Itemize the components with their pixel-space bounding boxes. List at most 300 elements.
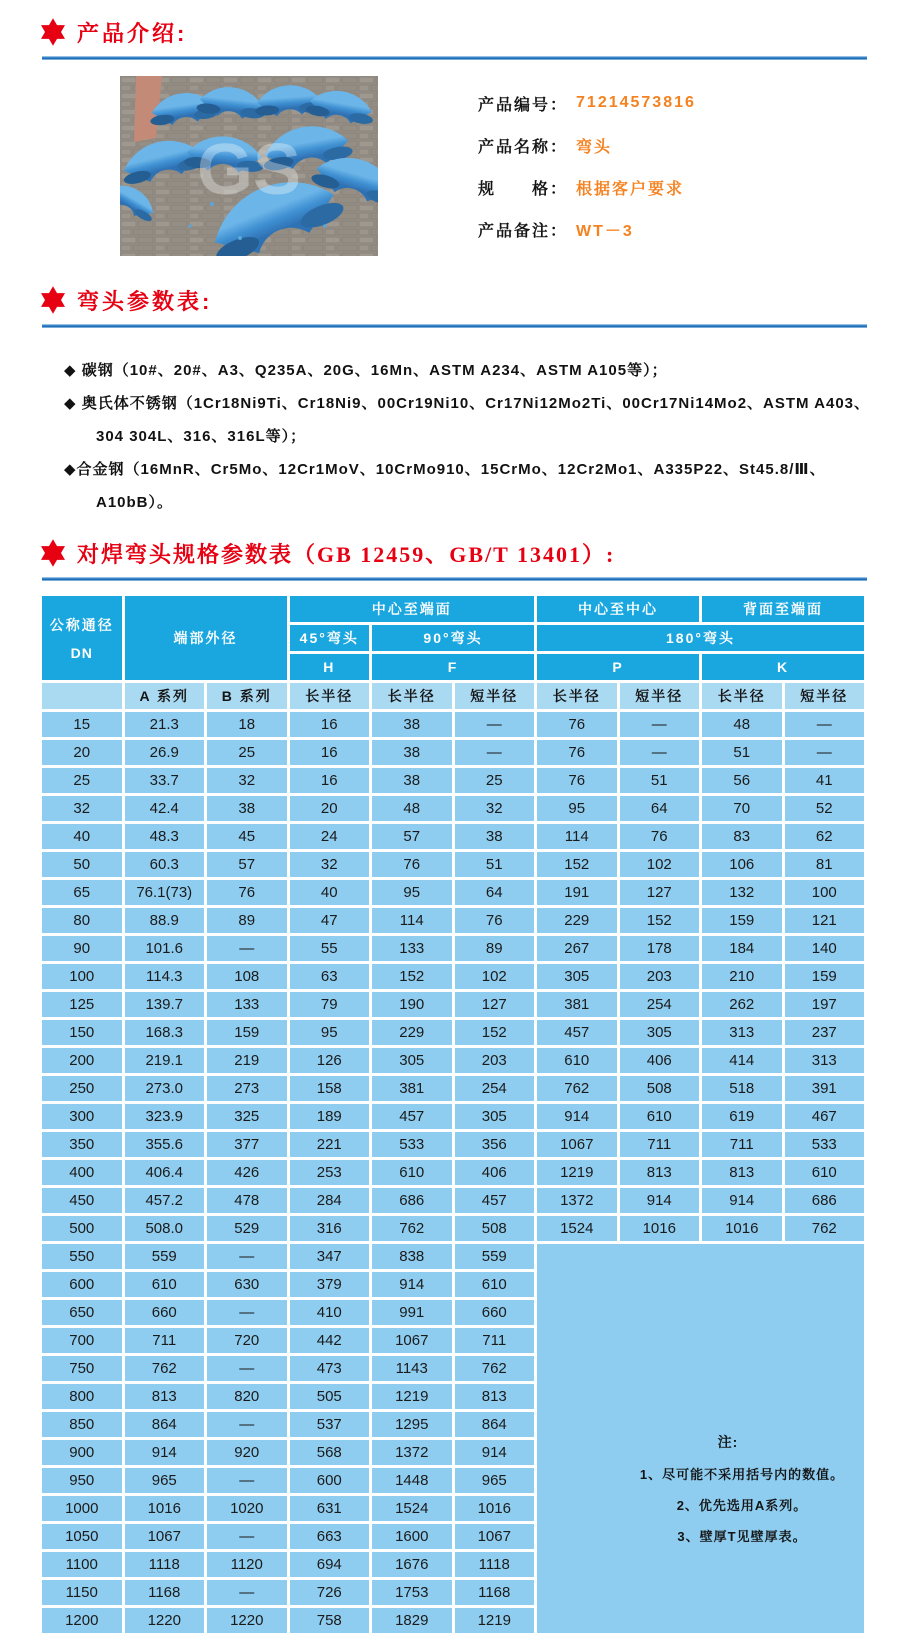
table-cell: 323.9 — [125, 1104, 205, 1129]
table-cell: 106 — [702, 852, 782, 877]
subheader-cell — [42, 683, 122, 709]
table-cell: 159 — [207, 1020, 287, 1045]
table-cell: 900 — [42, 1440, 122, 1465]
table-cell: 150 — [42, 1020, 122, 1045]
table-cell: 610 — [455, 1272, 535, 1297]
table-cell: 133 — [372, 936, 452, 961]
table-cell: — — [207, 936, 287, 961]
table-cell: 1448 — [372, 1468, 452, 1493]
table-cell: 102 — [455, 964, 535, 989]
table-cell: 800 — [42, 1384, 122, 1409]
table-cell: 914 — [455, 1440, 535, 1465]
section-title-text: 弯头参数表: — [77, 288, 213, 314]
table-cell: 32 — [455, 796, 535, 821]
table-cell: 56 — [702, 768, 782, 793]
table-cell: 813 — [455, 1384, 535, 1409]
table-cell: 70 — [702, 796, 782, 821]
table-cell: — — [207, 1524, 287, 1549]
table-cell: 410 — [290, 1300, 370, 1325]
table-cell: 237 — [785, 1020, 865, 1045]
table-cell: 45 — [207, 824, 287, 849]
table-cell: 38 — [372, 740, 452, 765]
table-cell: 377 — [207, 1132, 287, 1157]
table-cell: 33.7 — [125, 768, 205, 793]
table-cell: 48.3 — [125, 824, 205, 849]
subheader-cell: 短半径 — [455, 683, 535, 709]
table-row — [42, 964, 864, 989]
table-cell: 762 — [372, 1216, 452, 1241]
table-cell: 711 — [125, 1328, 205, 1353]
table-cell: 1067 — [125, 1524, 205, 1549]
table-row — [42, 880, 864, 905]
table-cell: 1220 — [125, 1608, 205, 1633]
table-cell: 51 — [620, 768, 700, 793]
table-row — [42, 1020, 864, 1045]
table-cell: 100 — [42, 964, 122, 989]
table-cell: 313 — [785, 1048, 865, 1073]
table-cell: 1200 — [42, 1608, 122, 1633]
table-cell: 660 — [125, 1300, 205, 1325]
table-cell: 83 — [702, 824, 782, 849]
table-cell: 914 — [537, 1104, 617, 1129]
table-cell: 1219 — [372, 1384, 452, 1409]
subheader-cell: B 系列 — [207, 683, 287, 709]
photo-watermark: GS — [196, 130, 302, 210]
product-field-row — [478, 208, 696, 250]
table-row — [42, 852, 864, 877]
table-cell: 38 — [372, 768, 452, 793]
table-cell: 1118 — [125, 1552, 205, 1577]
table-cell: 273.0 — [125, 1076, 205, 1101]
table-cell: 1372 — [537, 1188, 617, 1213]
table-cell: 102 — [620, 852, 700, 877]
table-cell: 152 — [372, 964, 452, 989]
table-cell: 838 — [372, 1244, 452, 1269]
table-cell: 64 — [455, 880, 535, 905]
table-cell: 221 — [290, 1132, 370, 1157]
table-cell: 305 — [372, 1048, 452, 1073]
star-icon — [38, 284, 68, 316]
table-cell: 316 — [290, 1216, 370, 1241]
table-cell: 457 — [537, 1020, 617, 1045]
table-cell: 758 — [290, 1608, 370, 1633]
table-cell: 1524 — [372, 1496, 452, 1521]
table-cell: 26.9 — [125, 740, 205, 765]
table-cell: 414 — [702, 1048, 782, 1073]
table-cell: 210 — [702, 964, 782, 989]
table-cell: 89 — [207, 908, 287, 933]
table-cell: 114.3 — [125, 964, 205, 989]
table-cell: 1118 — [455, 1552, 535, 1577]
material-list — [40, 354, 871, 519]
subheader-cell: A 系列 — [125, 683, 205, 709]
table-cell: 813 — [125, 1384, 205, 1409]
table-cell: 350 — [42, 1132, 122, 1157]
table-cell: 16 — [290, 740, 370, 765]
table-cell: 40 — [42, 824, 122, 849]
table-cell: 1829 — [372, 1608, 452, 1633]
table-cell: 65 — [42, 880, 122, 905]
table-row — [42, 740, 864, 765]
table-cell: 253 — [290, 1160, 370, 1185]
table-row — [42, 1216, 864, 1241]
table-cell: 1000 — [42, 1496, 122, 1521]
table-cell: 529 — [207, 1216, 287, 1241]
table-cell: 381 — [372, 1076, 452, 1101]
table-cell: 762 — [537, 1076, 617, 1101]
table-cell: 762 — [785, 1216, 865, 1241]
table-cell: 533 — [372, 1132, 452, 1157]
table-cell: 62 — [785, 824, 865, 849]
table-cell: 52 — [785, 796, 865, 821]
table-cell: 1067 — [537, 1132, 617, 1157]
table-cell: 457 — [372, 1104, 452, 1129]
section-title-text: 产品介绍: — [77, 20, 188, 46]
table-cell: — — [207, 1244, 287, 1269]
table-cell: — — [455, 712, 535, 737]
product-intro-block — [120, 76, 909, 256]
table-cell: 76 — [537, 712, 617, 737]
field-label: 规 格： — [478, 180, 569, 198]
table-cell: 305 — [620, 1020, 700, 1045]
table-cell: 686 — [372, 1188, 452, 1213]
table-cell: 467 — [785, 1104, 865, 1129]
product-info-list — [478, 76, 696, 256]
table-row — [42, 1104, 864, 1129]
table-cell: 51 — [702, 740, 782, 765]
table-cell: 442 — [290, 1328, 370, 1353]
header-elbow90: 90°弯头 — [372, 625, 534, 651]
table-cell: — — [207, 1300, 287, 1325]
table-cell: 219 — [207, 1048, 287, 1073]
field-value: WT－3 — [576, 222, 634, 240]
table-cell: 568 — [290, 1440, 370, 1465]
table-cell: 81 — [785, 852, 865, 877]
table-cell: 619 — [702, 1104, 782, 1129]
table-cell: 140 — [785, 936, 865, 961]
table-cell: 127 — [455, 992, 535, 1017]
table-cell: 726 — [290, 1580, 370, 1605]
table-cell: 189 — [290, 1104, 370, 1129]
material-item: ◆合金钢（16MnR、Cr5Mo、12Cr1MoV、10CrMo910、15CrMo、12Cr2Mo1、A335P22、St45.8/Ⅲ、A10bB）。 — [64, 461, 826, 511]
table-cell: 121 — [785, 908, 865, 933]
table-cell: 500 — [42, 1216, 122, 1241]
table-row — [42, 992, 864, 1017]
table-cell: 190 — [372, 992, 452, 1017]
table-cell: 95 — [290, 1020, 370, 1045]
table-cell: 1753 — [372, 1580, 452, 1605]
material-item: ◆ 碳钢（10#、20#、A3、Q235A、20G、16Mn、ASTM A234、ASTM A105等）； — [64, 362, 668, 379]
table-cell: 16 — [290, 712, 370, 737]
table-cell: 25 — [207, 740, 287, 765]
table-row — [42, 1188, 864, 1213]
table-cell: 300 — [42, 1104, 122, 1129]
header-dn: 公称通径 DN — [42, 596, 122, 680]
table-cell: 76 — [372, 852, 452, 877]
table-cell: 630 — [207, 1272, 287, 1297]
table-row — [42, 824, 864, 849]
table-cell: 64 — [620, 796, 700, 821]
table-cell: 533 — [785, 1132, 865, 1157]
table-cell: 57 — [207, 852, 287, 877]
table-cell: 864 — [125, 1412, 205, 1437]
table-cell: 108 — [207, 964, 287, 989]
table-cell: 650 — [42, 1300, 122, 1325]
spec-table — [39, 593, 867, 1636]
table-cell: 559 — [455, 1244, 535, 1269]
table-cell: 762 — [455, 1356, 535, 1381]
table-cell: 1150 — [42, 1580, 122, 1605]
table-cell: 47 — [290, 908, 370, 933]
table-cell: 508 — [620, 1076, 700, 1101]
table-cell: 76 — [620, 824, 700, 849]
table-cell: 159 — [702, 908, 782, 933]
section-title-text: 对焊弯头规格参数表（GB 12459、GB/T 13401）: — [77, 541, 616, 567]
table-cell: 1020 — [207, 1496, 287, 1521]
table-cell: 1168 — [125, 1580, 205, 1605]
header-elbow180: 180°弯头 — [537, 625, 864, 651]
table-cell: — — [620, 712, 700, 737]
field-label: 产品编号： — [478, 96, 569, 114]
header-k: K — [702, 654, 864, 680]
table-cell: 133 — [207, 992, 287, 1017]
star-icon — [38, 16, 68, 48]
table-cell: 18 — [207, 712, 287, 737]
product-field-row — [478, 82, 696, 124]
table-cell: 720 — [207, 1328, 287, 1353]
table-row — [42, 936, 864, 961]
table-cell: 1600 — [372, 1524, 452, 1549]
header-end-od: 端部外径 — [125, 596, 287, 680]
table-cell: 20 — [42, 740, 122, 765]
table-cell: 114 — [372, 908, 452, 933]
table-cell: 686 — [785, 1188, 865, 1213]
header-f: F — [372, 654, 534, 680]
table-cell: 1676 — [372, 1552, 452, 1577]
spec-section-title — [38, 535, 867, 571]
table-cell: 762 — [125, 1356, 205, 1381]
table-cell: 600 — [42, 1272, 122, 1297]
table-cell: — — [620, 740, 700, 765]
table-cell: 381 — [537, 992, 617, 1017]
table-cell: 305 — [537, 964, 617, 989]
table-row — [42, 1076, 864, 1101]
table-cell: 254 — [455, 1076, 535, 1101]
table-cell: 152 — [455, 1020, 535, 1045]
table-cell: 95 — [372, 880, 452, 905]
table-cell: 1220 — [207, 1608, 287, 1633]
table-cell: 610 — [785, 1160, 865, 1185]
table-cell: 101.6 — [125, 936, 205, 961]
table-cell: 88.9 — [125, 908, 205, 933]
table-cell: 1168 — [455, 1580, 535, 1605]
table-cell: 518 — [702, 1076, 782, 1101]
table-cell: 406 — [455, 1160, 535, 1185]
table-cell: 505 — [290, 1384, 370, 1409]
table-cell: 1219 — [537, 1160, 617, 1185]
table-cell: 159 — [785, 964, 865, 989]
table-cell: — — [785, 712, 865, 737]
subheader-cell: 长半径 — [702, 683, 782, 709]
field-value: 根据客户要求 — [576, 180, 685, 198]
table-cell: 473 — [290, 1356, 370, 1381]
table-cell: 60.3 — [125, 852, 205, 877]
table-cell: 38 — [372, 712, 452, 737]
header-center-to-center: 中心至中心 — [537, 596, 699, 622]
header-p: P — [537, 654, 699, 680]
product-field-row — [478, 124, 696, 166]
table-cell: 864 — [455, 1412, 535, 1437]
table-cell: 1372 — [372, 1440, 452, 1465]
table-cell: 813 — [702, 1160, 782, 1185]
table-cell: 355.6 — [125, 1132, 205, 1157]
header-h: H — [290, 654, 370, 680]
table-cell: 478 — [207, 1188, 287, 1213]
table-cell: 508.0 — [125, 1216, 205, 1241]
table-cell: 229 — [537, 908, 617, 933]
table-cell: 127 — [620, 880, 700, 905]
table-cell: 694 — [290, 1552, 370, 1577]
table-cell: 950 — [42, 1468, 122, 1493]
table-cell: 508 — [455, 1216, 535, 1241]
table-cell: 158 — [290, 1076, 370, 1101]
table-row — [42, 1048, 864, 1073]
table-cell: 126 — [290, 1048, 370, 1073]
table-cell: 197 — [785, 992, 865, 1017]
table-cell: 178 — [620, 936, 700, 961]
table-cell: 48 — [702, 712, 782, 737]
table-cell: 610 — [620, 1104, 700, 1129]
table-cell: 1295 — [372, 1412, 452, 1437]
table-cell: 132 — [702, 880, 782, 905]
table-cell: 991 — [372, 1300, 452, 1325]
table-cell: 76 — [207, 880, 287, 905]
table-cell: 711 — [455, 1328, 535, 1353]
table-cell: 32 — [42, 796, 122, 821]
table-cell: 139.7 — [125, 992, 205, 1017]
table-cell: 1219 — [455, 1608, 535, 1633]
subheader-cell: 长半径 — [372, 683, 452, 709]
table-cell: 250 — [42, 1076, 122, 1101]
table-cell: 168.3 — [125, 1020, 205, 1045]
table-cell: — — [455, 740, 535, 765]
note-item: 3、壁厚T见壁厚表。 — [677, 1529, 807, 1544]
table-cell: 114 — [537, 824, 617, 849]
table-cell: 356 — [455, 1132, 535, 1157]
table-cell: 1016 — [455, 1496, 535, 1521]
table-row — [42, 768, 864, 793]
table-note-cell — [537, 1244, 864, 1633]
table-cell: 711 — [620, 1132, 700, 1157]
table-cell: 1016 — [702, 1216, 782, 1241]
table-cell: 379 — [290, 1272, 370, 1297]
table-cell: 1016 — [125, 1496, 205, 1521]
table-cell: 203 — [620, 964, 700, 989]
subheader-cell: 长半径 — [537, 683, 617, 709]
table-cell: 305 — [455, 1104, 535, 1129]
table-cell: 406.4 — [125, 1160, 205, 1185]
table-cell: 1067 — [455, 1524, 535, 1549]
table-cell: 95 — [537, 796, 617, 821]
table-cell: 57 — [372, 824, 452, 849]
table-cell: 610 — [537, 1048, 617, 1073]
table-row — [42, 908, 864, 933]
subheader-cell: 短半径 — [785, 683, 865, 709]
params-section-title — [38, 282, 867, 318]
table-cell: 32 — [207, 768, 287, 793]
table-cell: 559 — [125, 1244, 205, 1269]
table-cell: 51 — [455, 852, 535, 877]
table-cell: 1143 — [372, 1356, 452, 1381]
table-cell: 100 — [785, 880, 865, 905]
table-cell: 40 — [290, 880, 370, 905]
intro-section-title — [38, 14, 867, 50]
table-cell: 406 — [620, 1048, 700, 1073]
table-cell: 663 — [290, 1524, 370, 1549]
table-cell: 20 — [290, 796, 370, 821]
table-cell: 25 — [42, 768, 122, 793]
table-cell: 914 — [702, 1188, 782, 1213]
field-value: 71214573816 — [576, 94, 696, 111]
table-row — [42, 712, 864, 737]
table-cell: 41 — [785, 768, 865, 793]
star-icon — [38, 537, 68, 569]
table-cell: 1016 — [620, 1216, 700, 1241]
table-cell: 400 — [42, 1160, 122, 1185]
table-cell: 457 — [455, 1188, 535, 1213]
table-cell: 55 — [290, 936, 370, 961]
subheader-cell: 长半径 — [290, 683, 370, 709]
table-cell: 347 — [290, 1244, 370, 1269]
table-cell: 1100 — [42, 1552, 122, 1577]
divider-rule — [42, 577, 867, 581]
table-row — [42, 796, 864, 821]
table-cell: 38 — [207, 796, 287, 821]
table-cell: 267 — [537, 936, 617, 961]
note-item: 1、尽可能不采用括号内的数值。 — [639, 1467, 845, 1482]
table-cell: 550 — [42, 1244, 122, 1269]
table-row — [42, 1132, 864, 1157]
note-title: 注: — [717, 1434, 739, 1450]
table-cell: 273 — [207, 1076, 287, 1101]
table-cell: 450 — [42, 1188, 122, 1213]
table-cell: 711 — [702, 1132, 782, 1157]
table-cell: 76 — [455, 908, 535, 933]
table-cell: 325 — [207, 1104, 287, 1129]
table-row — [42, 1160, 864, 1185]
table-cell: 813 — [620, 1160, 700, 1185]
table-cell: 90 — [42, 936, 122, 961]
table-cell: 15 — [42, 712, 122, 737]
product-photo — [120, 76, 378, 256]
table-cell: 1050 — [42, 1524, 122, 1549]
header-center-to-face: 中心至端面 — [290, 596, 535, 622]
table-cell: 750 — [42, 1356, 122, 1381]
table-cell: 610 — [125, 1272, 205, 1297]
table-cell: 920 — [207, 1440, 287, 1465]
table-cell: 284 — [290, 1188, 370, 1213]
table-cell: 200 — [42, 1048, 122, 1073]
table-cell: 38 — [455, 824, 535, 849]
table-cell: 50 — [42, 852, 122, 877]
table-cell: — — [207, 1468, 287, 1493]
table-cell: 42.4 — [125, 796, 205, 821]
table-cell: 820 — [207, 1384, 287, 1409]
table-cell: 24 — [290, 824, 370, 849]
table-cell: 125 — [42, 992, 122, 1017]
table-cell: 25 — [455, 768, 535, 793]
table-cell: 63 — [290, 964, 370, 989]
